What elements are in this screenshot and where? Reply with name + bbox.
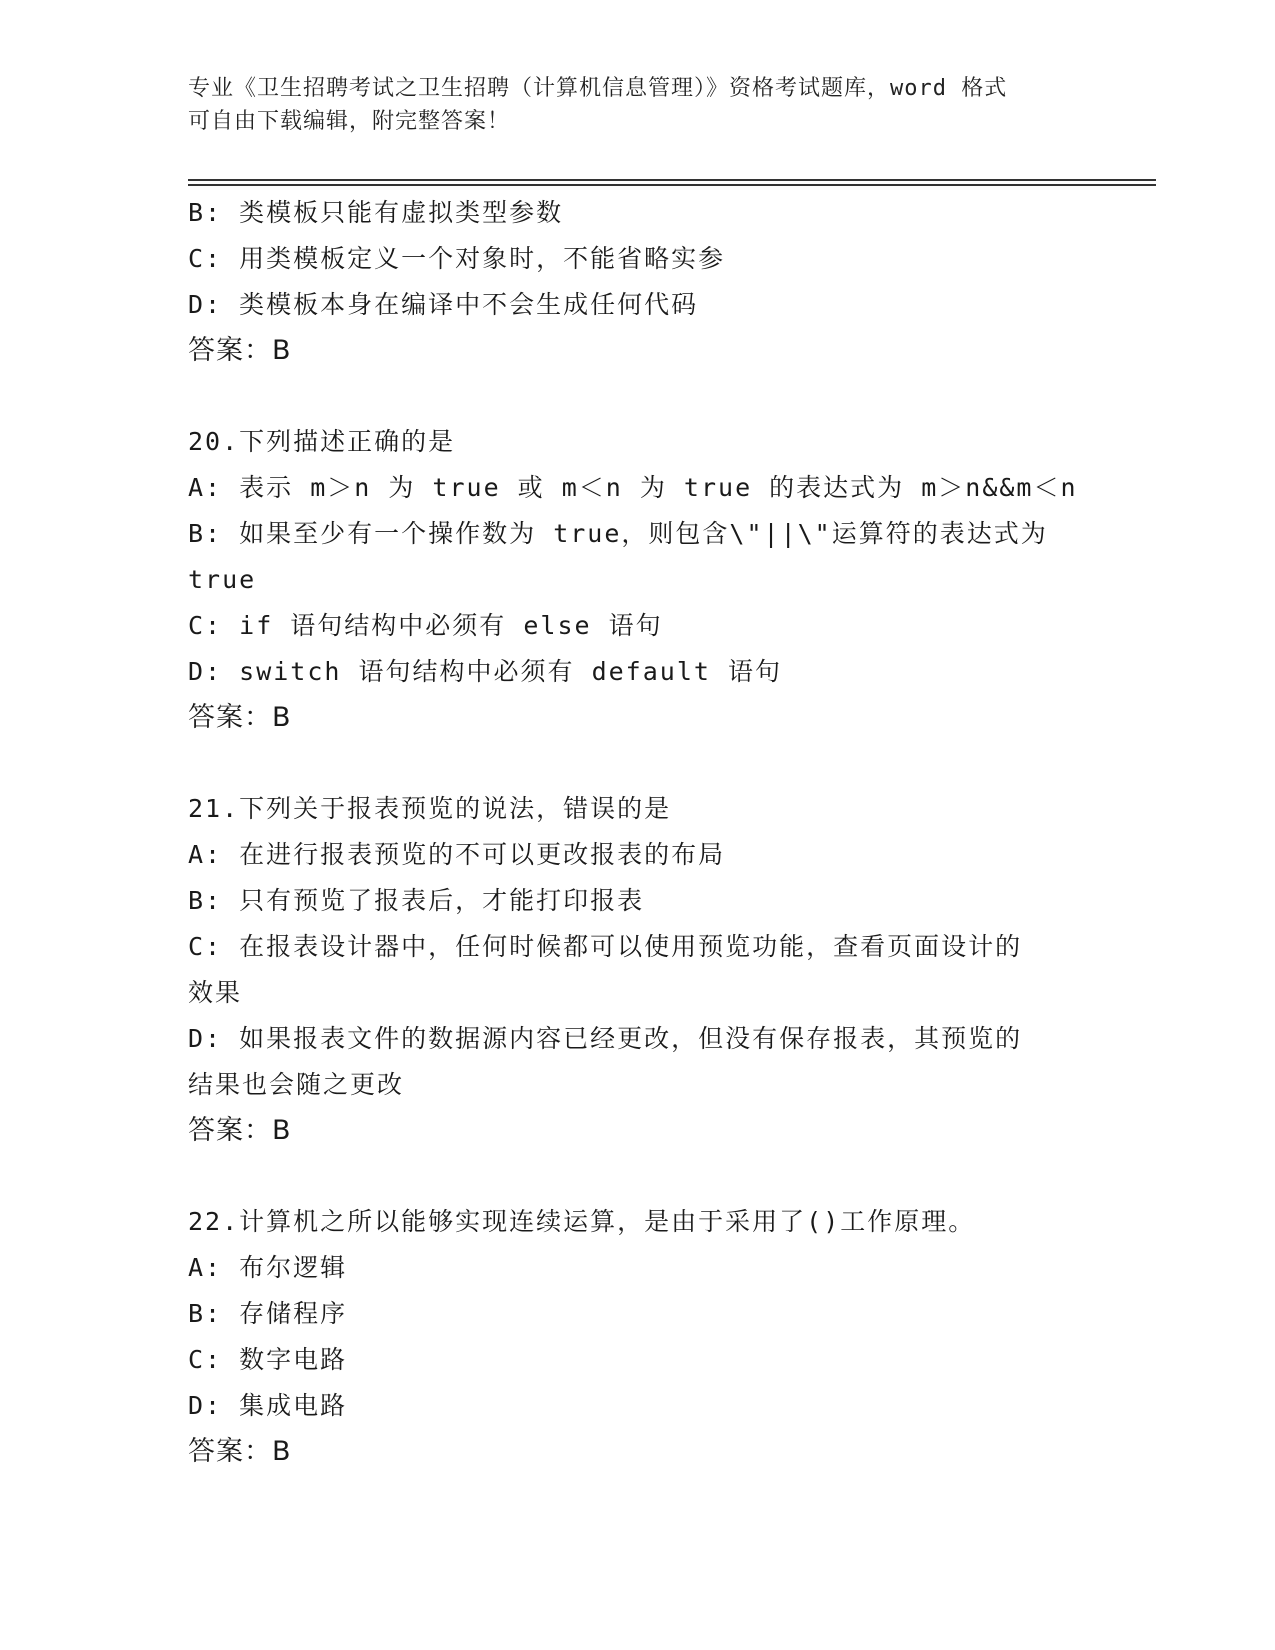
q22-option-a: A: 布尔逻辑 bbox=[188, 1253, 348, 1282]
question-20-block bbox=[188, 419, 1088, 741]
header-line-1: 专业《卫生招聘考试之卫生招聘（计算机信息管理）》资格考试题库，word 格式 bbox=[188, 76, 1008, 101]
header-rule-top bbox=[188, 179, 1156, 181]
q19-answer: 答案：B bbox=[188, 335, 292, 366]
q19-option-c: C: 用类模板定义一个对象时，不能省略实参 bbox=[188, 244, 726, 273]
q21-option-d-line-1: D: 如果报表文件的数据源内容已经更改，但没有保存报表，其预览的 bbox=[188, 1024, 1023, 1053]
q21-question: 21.下列关于报表预览的说法，错误的是 bbox=[188, 794, 672, 823]
q19-option-d: D: 类模板本身在编译中不会生成任何代码 bbox=[188, 290, 699, 319]
q22-option-c: C: 数字电路 bbox=[188, 1345, 348, 1374]
question-21-block bbox=[188, 786, 1088, 1154]
q22-answer: 答案：B bbox=[188, 1436, 292, 1467]
question-content bbox=[188, 190, 1088, 1475]
question-19-block bbox=[188, 190, 1088, 374]
spacer bbox=[188, 741, 1088, 786]
header-rule-bottom bbox=[188, 184, 1156, 186]
q20-option-d: D: switch 语句结构中必须有 default 语句 bbox=[188, 657, 782, 686]
q22-question: 22.计算机之所以能够实现连续运算，是由于采用了()工作原理。 bbox=[188, 1207, 976, 1236]
header-line-2: 可自由下载编辑，附完整答案！ bbox=[188, 109, 511, 134]
q21-option-d-line-2: 结果也会随之更改 bbox=[188, 1070, 405, 1099]
q20-option-a: A: 表示 m＞n 为 true 或 m＜n 为 true 的表达式为 m＞n&&m＜n bbox=[188, 473, 1078, 502]
q21-option-c-line-1: C: 在报表设计器中，任何时候都可以使用预览功能，查看页面设计的 bbox=[188, 932, 1023, 961]
document-header bbox=[188, 72, 1088, 138]
q20-answer: 答案：B bbox=[188, 702, 292, 733]
q20-question: 20.下列描述正确的是 bbox=[188, 427, 456, 456]
q20-option-b-line-2: true bbox=[188, 565, 257, 594]
spacer bbox=[188, 1154, 1088, 1199]
q22-option-b: B: 存储程序 bbox=[188, 1299, 348, 1328]
q21-answer: 答案：B bbox=[188, 1115, 292, 1146]
q21-option-b: B: 只有预览了报表后，才能打印报表 bbox=[188, 886, 645, 915]
question-22-block bbox=[188, 1199, 1088, 1475]
q21-option-c-line-2: 效果 bbox=[188, 978, 243, 1007]
q20-option-b-line-1: B: 如果至少有一个操作数为 true，则包含\"||\"运算符的表达式为 bbox=[188, 519, 1048, 548]
spacer bbox=[188, 374, 1088, 419]
q22-option-d: D: 集成电路 bbox=[188, 1391, 348, 1420]
q20-option-c: C: if 语句结构中必须有 else 语句 bbox=[188, 611, 663, 640]
q19-option-b: B: 类模板只能有虚拟类型参数 bbox=[188, 198, 564, 227]
q21-option-a: A: 在进行报表预览的不可以更改报表的布局 bbox=[188, 840, 726, 869]
